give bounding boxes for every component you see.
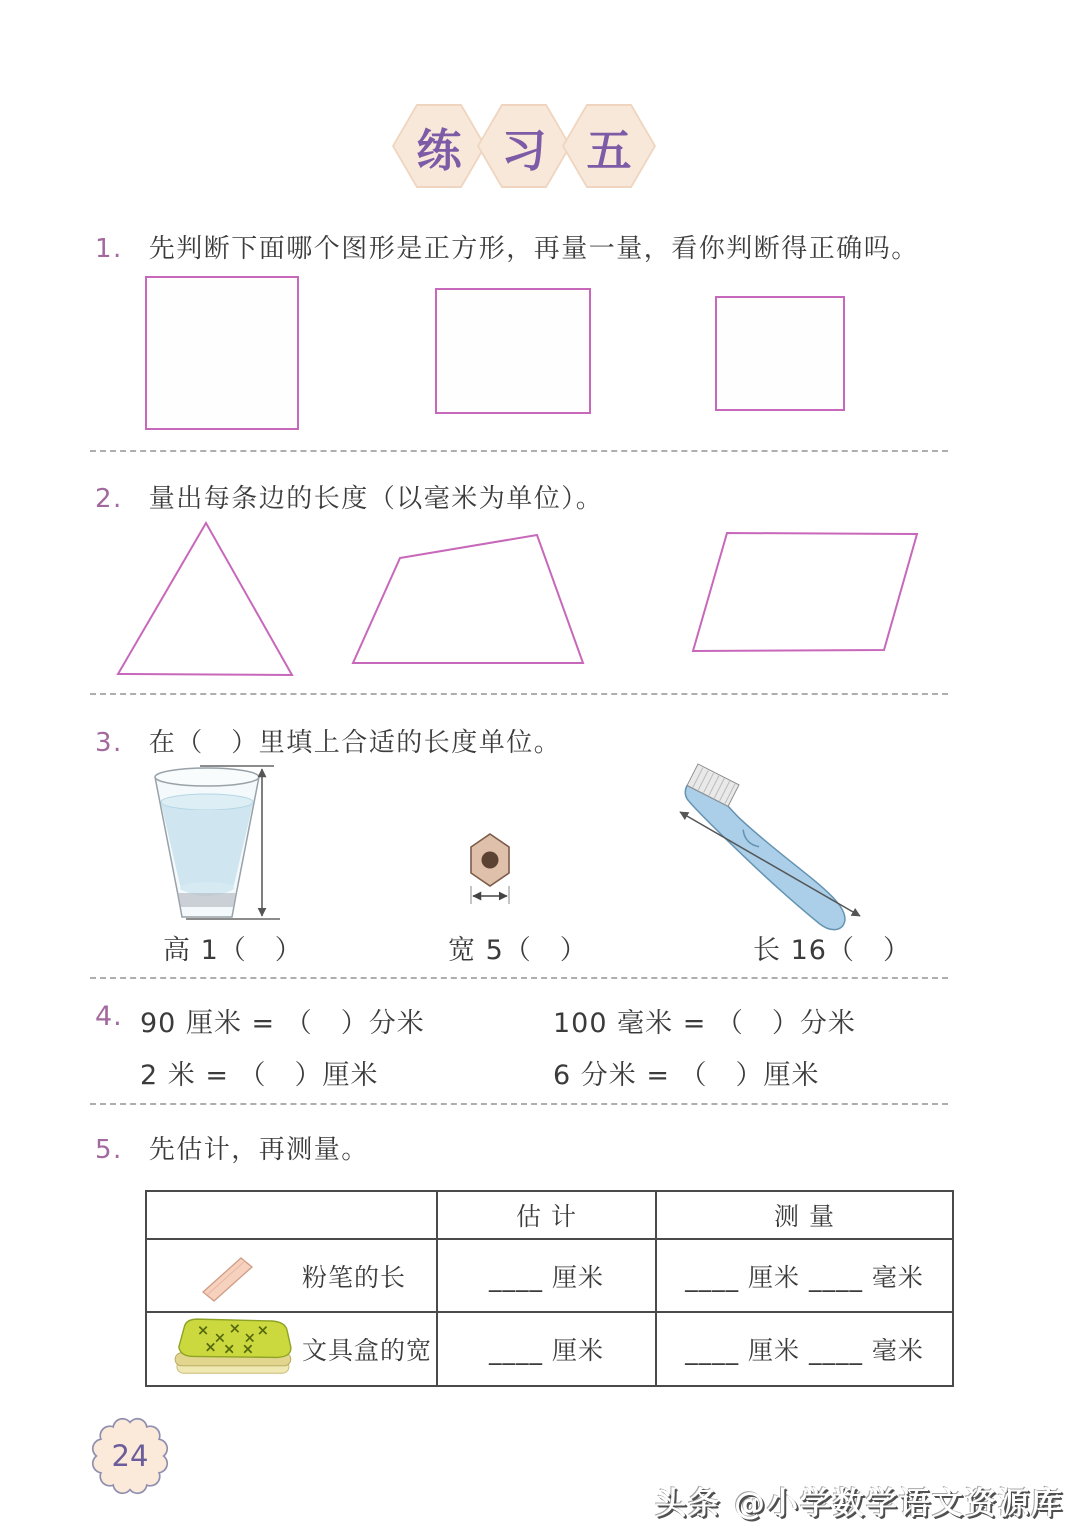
- header-estimate: 估 计: [437, 1191, 656, 1239]
- estimate-cell: ____ 厘米: [437, 1239, 656, 1312]
- question-1: [95, 228, 919, 265]
- rectangle-shape: [435, 288, 591, 414]
- water-surface: [161, 794, 253, 810]
- small-rectangle-shape: [715, 296, 845, 411]
- q4-item-4: 6 分米 = （ ）厘米: [553, 1060, 820, 1091]
- glass-rim: [155, 768, 259, 786]
- title-hexagon: [477, 104, 571, 188]
- water-glass-figure: [140, 755, 295, 930]
- parallelogram-shape: [693, 533, 917, 651]
- exercise-title: [392, 104, 656, 188]
- row-label: 文具盒的宽: [302, 1336, 433, 1365]
- q2-shapes: [90, 515, 950, 690]
- toothbrush-figure: [652, 754, 907, 936]
- question-2-text: 量出每条边的长度（以毫米为单位）。: [148, 484, 604, 514]
- watermark-text: 头条 @小学数学语文资源库: [655, 1486, 1064, 1522]
- glass-label: 高 1（ ）: [163, 935, 303, 966]
- chalk-icon: [162, 1248, 302, 1304]
- table-row: [146, 1239, 953, 1312]
- q4-item-1: 90 厘米 = （ ）分米: [140, 1008, 425, 1039]
- page-number-badge: [88, 1414, 172, 1498]
- title-hexagon: [562, 104, 656, 188]
- hex-nut-figure: [440, 822, 550, 914]
- title-char: 习: [501, 123, 547, 177]
- header-blank: [146, 1191, 437, 1239]
- title-hexagon: [392, 104, 486, 188]
- quadrilateral-shape: [353, 535, 583, 663]
- measure-cell: ____ 厘米 ____ 毫米: [656, 1239, 953, 1312]
- title-char: 练: [416, 123, 462, 177]
- question-3-number: 3.: [95, 728, 123, 758]
- square-shape: [145, 276, 299, 430]
- estimate-measure-table: [145, 1190, 954, 1387]
- nut-label: 宽 5（ ）: [448, 935, 588, 966]
- dashed-separator: [90, 693, 948, 695]
- pencil-case-icon: [162, 1314, 302, 1384]
- row-label: 粉笔的长: [302, 1262, 407, 1292]
- nut-hole: [482, 852, 499, 869]
- header-measure: 测 量: [656, 1191, 953, 1239]
- dashed-separator: [90, 1103, 948, 1105]
- q4-item-3: 2 米 = （ ）厘米: [140, 1060, 379, 1091]
- question-5-text: 先估计，再测量。: [148, 1135, 369, 1165]
- table-header-row: [146, 1191, 953, 1239]
- question-3-text: 在（ ）里填上合适的长度单位。: [148, 728, 562, 758]
- length-arrow: [680, 812, 860, 916]
- toothbrush-label: 长 16（ ）: [753, 935, 911, 966]
- title-char: 五: [586, 123, 632, 177]
- question-1-number: 1.: [95, 234, 123, 264]
- question-5-number: 5.: [95, 1135, 123, 1165]
- question-2-number: 2.: [95, 484, 123, 514]
- dashed-separator: [90, 450, 948, 452]
- question-2: [95, 478, 603, 515]
- table-row: [146, 1312, 953, 1386]
- estimate-cell: ____ 厘米: [437, 1312, 656, 1386]
- triangle-shape: [118, 523, 292, 675]
- question-5: [95, 1129, 369, 1166]
- question-1-text: 先判断下面哪个图形是正方形，再量一量，看你判断得正确吗。: [148, 234, 919, 264]
- water-bottom: [180, 882, 234, 894]
- q4-item-2: 100 毫米 = （ ）分米: [553, 1008, 856, 1039]
- question-4-number: 4.: [95, 1001, 123, 1032]
- dashed-separator: [90, 977, 948, 979]
- measure-cell: ____ 厘米 ____ 毫米: [656, 1312, 953, 1386]
- question-3: [95, 722, 561, 759]
- glass-base: [178, 893, 236, 907]
- page-number: 24: [111, 1439, 149, 1473]
